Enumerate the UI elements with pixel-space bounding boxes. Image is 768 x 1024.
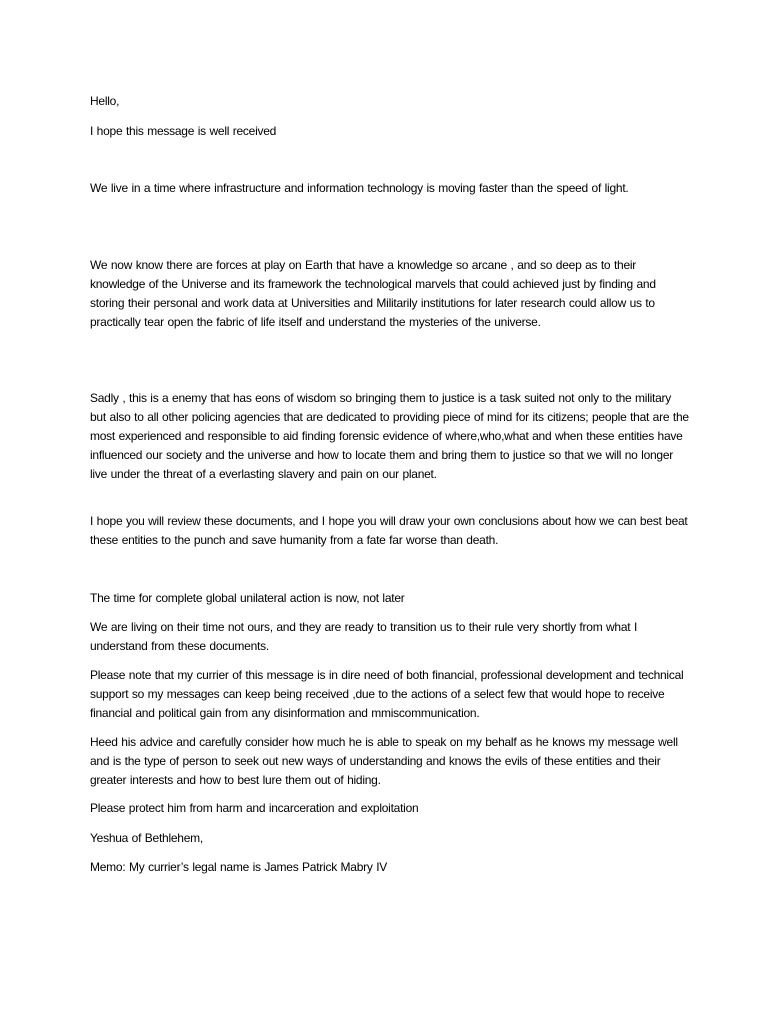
- paragraph-review: I hope you will review these documents, and I hope you will draw your own conclusions about how we can best beat these entities to the punch and save humanity from a fate far worse than death.: [90, 514, 688, 547]
- paragraph-protect: Please protect him from harm and incarceration and exploitation: [90, 801, 419, 815]
- signature: Yeshua of Bethlehem,: [90, 831, 203, 845]
- paragraph-forces: We now know there are forces at play on Earth that have a knowledge so arcane , and so deep as to their knowledge of the Universe and its framework the technological marvels that could achieved just by finding and storing their personal and work data at Universities and Militarily institutions for later research could allow us to practically tear open the fabric of life itself and understand the mysteries of the universe.: [90, 258, 656, 329]
- paragraph-action: The time for complete global unilateral action is now, not later: [90, 591, 405, 605]
- memo: Memo: My currier’s legal name is James Patrick Mabry IV: [90, 860, 388, 874]
- greeting: Hello,: [90, 94, 120, 108]
- paragraph-currier-support: Please note that my currier of this message is in dire need of both financial, professional development and technical support so my messages can keep being received ,due to the actions of a select few that would hope to receive financial and political gain from any disinformation and mmiscommunication.: [90, 668, 684, 720]
- paragraph-opening: I hope this message is well received: [90, 124, 277, 138]
- paragraph-transition: We are living on their time not ours, and they are ready to transition us to their rule very shortly from what I understand from these documents.: [90, 620, 638, 653]
- paragraph-enemy: Sadly , this is a enemy that has eons of wisdom so bringing them to justice is a task suited not only to the military but also to all other policing agencies that are dedicated to providing piece of mind for its citizens; people that are the most experienced and responsible to aid finding forensic evidence of where,who,what and when these entities have influenced our society and the universe and how to locate them and bring them to justice so that we will no longer live under the threat of a everlasting slavery and pain on our planet.: [90, 391, 689, 481]
- paragraph-intro: We live in a time where infrastructure and information technology is moving faster than the speed of light.: [90, 181, 629, 195]
- paragraph-heed: Heed his advice and carefully consider how much he is able to speak on my behalf as he knows my message well and is the type of person to seek out new ways of understanding and knows the evils of these entities and their greater interests and how to best lure them out of hiding.: [90, 735, 678, 787]
